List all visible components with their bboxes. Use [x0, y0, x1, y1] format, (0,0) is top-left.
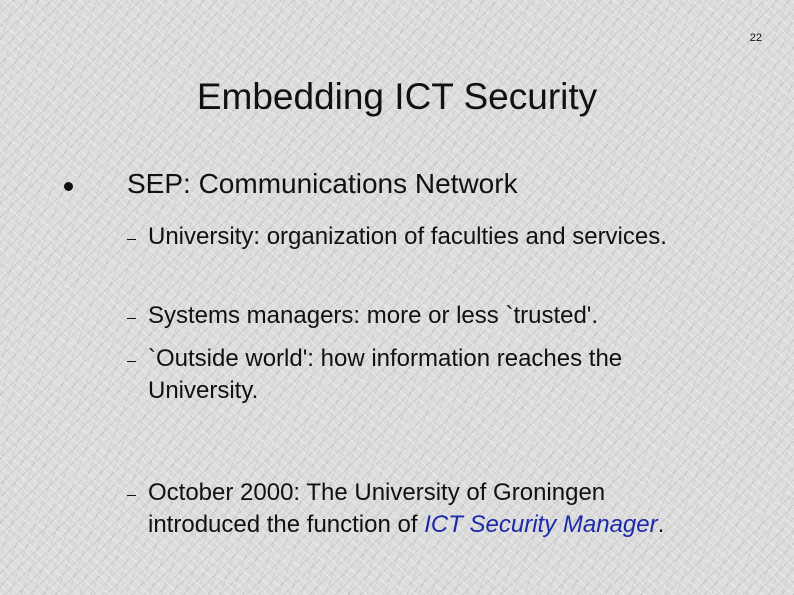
bullet-level-1: SEP: Communications Network — [127, 168, 518, 199]
sub-item — [148, 477, 718, 541]
emphasis-text: ICT Security Manager — [424, 511, 658, 538]
slide-title: Embedding ICT Security — [196, 76, 598, 117]
sub-item-text-end: . — [657, 511, 665, 538]
dash-icon — [127, 361, 136, 362]
dash-icon — [127, 318, 136, 319]
bullet-dot-icon — [64, 182, 73, 191]
sub-item: University: organization of faculties and services. — [148, 223, 667, 250]
page-number: 22 — [749, 32, 762, 44]
sub-item-text: October 2000: The University of Groningen introduced the function of — [148, 479, 606, 538]
sub-item: Systems managers: more or less `trusted'. — [148, 302, 599, 329]
sub-item: `Outside world': how information reaches the University. — [148, 345, 623, 404]
dash-icon — [127, 495, 136, 496]
dash-icon — [127, 239, 136, 240]
